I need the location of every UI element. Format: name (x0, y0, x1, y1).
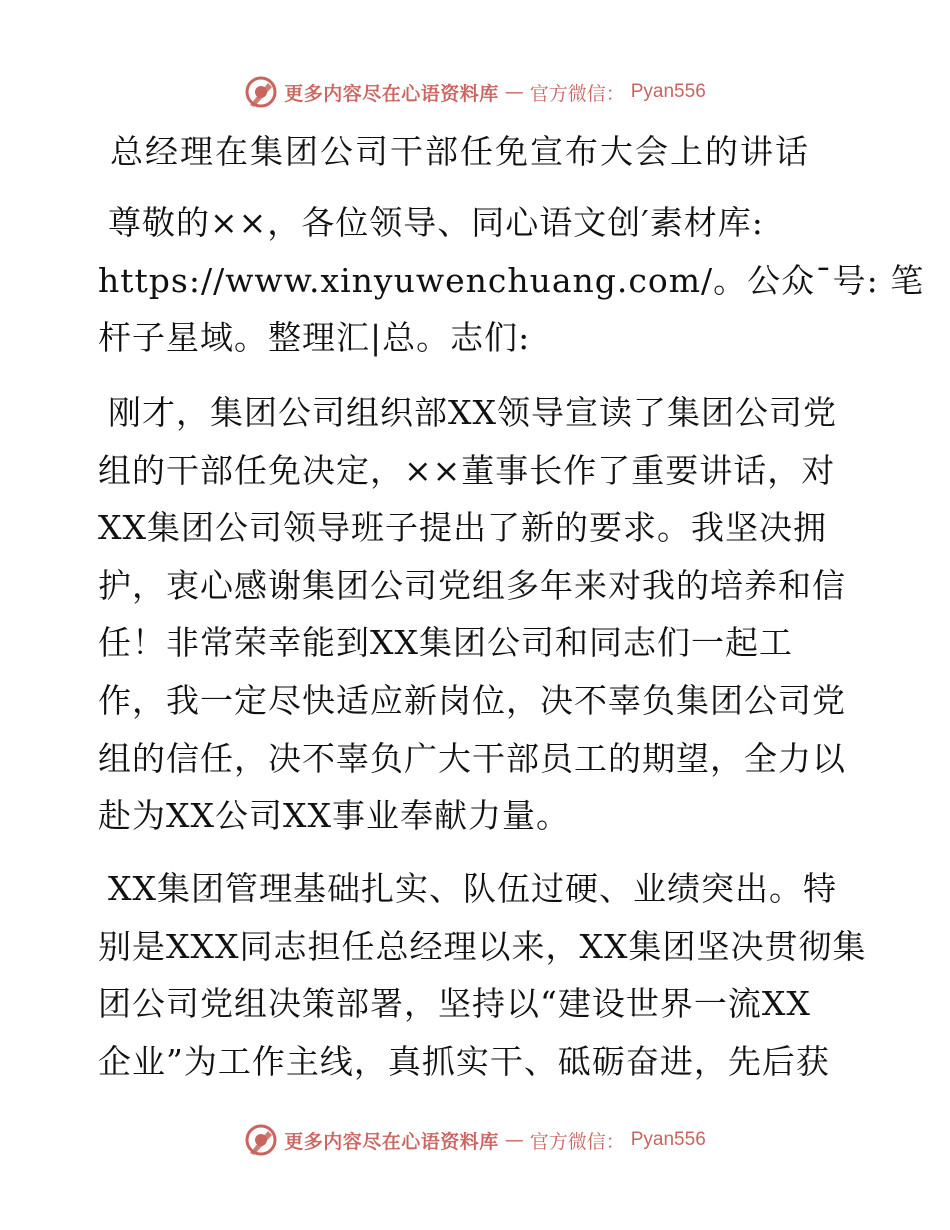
watermark-wechat-label: 官方微信： (529, 1130, 625, 1153)
text-line: 刚才，集团公司组织部XX领导宣读了集团公司党 (108, 393, 837, 432)
paragraph-acceptance (98, 384, 858, 845)
paragraph-salutation (98, 194, 925, 367)
paragraph-group-achievements (98, 860, 867, 1090)
text-line: 企业”为工作主线，真抓实干、砥砺奋进，先后获 (98, 1041, 830, 1081)
text-line: 护，衷心感谢集团公司党组多年来对我的培养和信 (98, 565, 846, 605)
header-watermark-banner (0, 72, 950, 112)
document-title: 总经理在集团公司干部任免宣布大会上的讲话 (110, 132, 810, 171)
pen-circle-logo-icon (244, 75, 278, 109)
text-line: 组的信任，决不辜负广大干部员工的期望，全力以 (98, 738, 846, 778)
footer-watermark-banner (0, 1120, 950, 1160)
pen-circle-logo-icon (244, 1123, 278, 1157)
watermark-wechat-label: 官方微信： (529, 82, 625, 105)
text-line: 组的干部任免决定，××董事长作了重要讲话，对 (98, 450, 836, 490)
text-line: 别是XXX同志担任总经理以来，XX集团坚决贯彻集 (98, 926, 867, 966)
watermark-separator: — (504, 1129, 524, 1151)
watermark-promo-text: 更多内容尽在心语资料库 (284, 1130, 499, 1153)
text-line: https://www.xinyuwenchuang.com/。公众¯号: 笔 (98, 260, 925, 300)
watermark-promo-text: 更多内容尽在心语资料库 (284, 82, 499, 105)
text-line: 尊敬的××，各位领导、同心语文创′素材库: (108, 203, 764, 242)
text-line: 杆子星域。整理汇|总。志们: (98, 318, 531, 358)
watermark-separator: — (504, 81, 524, 103)
text-line: 作，我一定尽快适应新岗位，决不辜负集团公司党 (98, 680, 846, 720)
text-line: XX集团管理基础扎实、队伍过硬、业绩突出。特 (108, 869, 837, 908)
text-line: 赴为XX公司XX事业奉献力量。 (98, 796, 570, 836)
watermark-wechat-id: Pyan556 (630, 1129, 706, 1150)
text-line: 团公司党组决策部署，坚持以“建设世界一流XX (98, 984, 811, 1024)
text-line: XX集团公司领导班子提出了新的要求。我坚决拥 (98, 508, 827, 548)
text-line: 任！非常荣幸能到XX集团公司和同志们一起工 (98, 623, 793, 663)
watermark-wechat-id: Pyan556 (630, 81, 706, 102)
